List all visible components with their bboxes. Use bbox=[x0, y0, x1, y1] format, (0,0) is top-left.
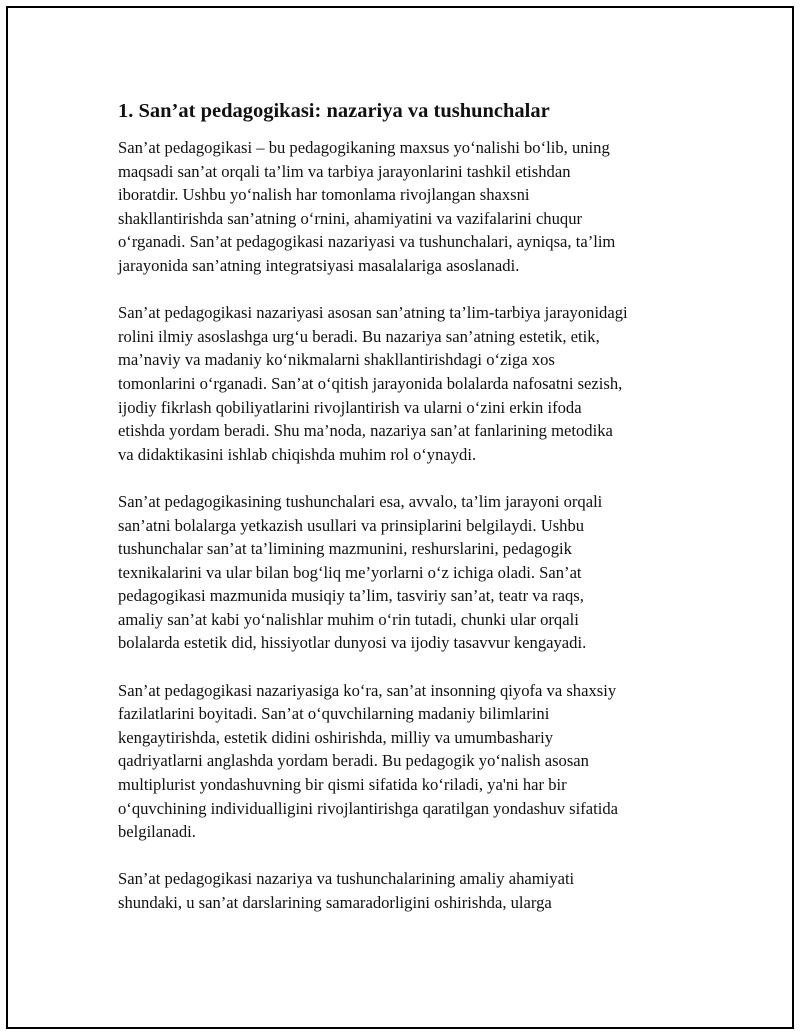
paragraph-line: shakllantirishda san’atning o‘rnini, ahamiyatini va vazifalarini chuqur bbox=[118, 208, 583, 228]
paragraph-line: san’atni bolalarga yetkazish usullari va prinsiplarini belgilaydi. Ushbu bbox=[118, 515, 585, 535]
paragraph-line: belgilanadi. bbox=[118, 822, 196, 842]
paragraph-line: texnikalarini va ular bilan bog‘liq me’yorlarni o‘z ichiga oladi. San’at bbox=[118, 562, 582, 582]
paragraph-line: etishda yordam beradi. Shu ma’noda, nazariya san’at fanlarining metodika bbox=[118, 421, 613, 441]
paragraph-line: bolalarda estetik did, hissiyotlar dunyosi va ijodiy tasavvur kengayadi. bbox=[118, 633, 587, 653]
paragraph-line: o‘rganadi. San’at pedagogikasi nazariyasi va tushunchalari, ayniqsa, ta’lim bbox=[118, 232, 616, 252]
paragraph-line: qadriyatlarni anglashda yordam beradi. Bu pedagogik yo‘nalish asosan bbox=[118, 751, 589, 771]
paragraph-line: San’at pedagogikasi nazariyasiga ko‘ra, san’at insonning qiyofa va shaxsiy bbox=[118, 680, 617, 700]
paragraph-line: San’at pedagogikasining tushunchalari esa, avvalo, ta’lim jarayoni orqali bbox=[118, 491, 603, 511]
paragraph-line: o‘quvchining individualligini rivojlantirishga qaratilgan yondashuv sifatida bbox=[118, 798, 619, 818]
paragraph-5 bbox=[118, 867, 693, 914]
paragraph-line: shundaki, u san’at darslarining samaradorligini oshirishda, ularga bbox=[118, 893, 552, 912]
section-heading: 1. San’at pedagogikasi: nazariya va tushunchalar bbox=[118, 100, 550, 122]
paragraph-line: ma’naviy va madaniy ko‘nikmalarni shakllantirishdagi o‘ziga xos bbox=[118, 350, 555, 370]
paragraph-line: va didaktikasini ishlab chiqishda muhim rol o‘ynaydi. bbox=[118, 444, 477, 464]
paragraph-line: tushunchalar san’at ta’limining mazmunini, reshurslarini, pedagogik bbox=[118, 539, 572, 559]
paragraph-3 bbox=[118, 490, 693, 655]
paragraph-line: San’at pedagogikasi nazariyasi asosan san’atning ta’lim-tarbiya jarayonidagi bbox=[118, 303, 628, 323]
paragraph-line: kengaytirishda, estetik didini oshirishda, milliy va umumbashariy bbox=[118, 727, 554, 747]
paragraph-line: multiplurist yondashuvning bir qismi sifatida ko‘riladi, ya'ni har bir bbox=[118, 775, 567, 795]
paragraph-line: San’at pedagogikasi – bu pedagogikaning maxsus yo‘nalishi bo‘lib, uning bbox=[118, 138, 610, 157]
page-frame bbox=[6, 6, 794, 1029]
paragraph-line: amaliy san’at kabi yo‘nalishlar muhim o‘rin tutadi, chunki ular orqali bbox=[118, 609, 579, 629]
paragraph-line: ijodiy fikrlash qobiliyatlarini rivojlantirish va ularni o‘zini erkin ifoda bbox=[118, 397, 582, 417]
paragraph-line: pedagogikasi mazmunida musiqiy ta’lim, tasviriy san’at, teatr va raqs, bbox=[118, 586, 584, 606]
paragraph-line: iboratdir. Ushbu yo‘nalish har tomonlama rivojlangan shaxsni bbox=[118, 185, 530, 205]
paragraph-2 bbox=[118, 301, 693, 466]
paragraph-line: fazilatlarini boyitadi. San’at o‘quvchilarning madaniy bilimlarini bbox=[118, 704, 550, 724]
paragraph-line: rolini ilmiy asoslashga urg‘u beradi. Bu nazariya san’atning estetik, etik, bbox=[118, 326, 600, 346]
paragraph-line: San’at pedagogikasi nazariya va tushunchalarining amaliy ahamiyati bbox=[118, 869, 575, 889]
document-body bbox=[118, 98, 693, 938]
paragraph-line: maqsadi san’at orqali ta’lim va tarbiya jarayonlarini tashkil etishdan bbox=[118, 161, 571, 181]
paragraph-line: jarayonida san’atning integratsiyasi masalalariga asoslanadi. bbox=[118, 255, 520, 275]
paragraph-4 bbox=[118, 679, 693, 844]
paragraph-line: tomonlarini o‘rganadi. San’at o‘qitish jarayonida bolalarda nafosatni sezish, bbox=[118, 373, 623, 393]
paragraph-1 bbox=[118, 136, 693, 278]
